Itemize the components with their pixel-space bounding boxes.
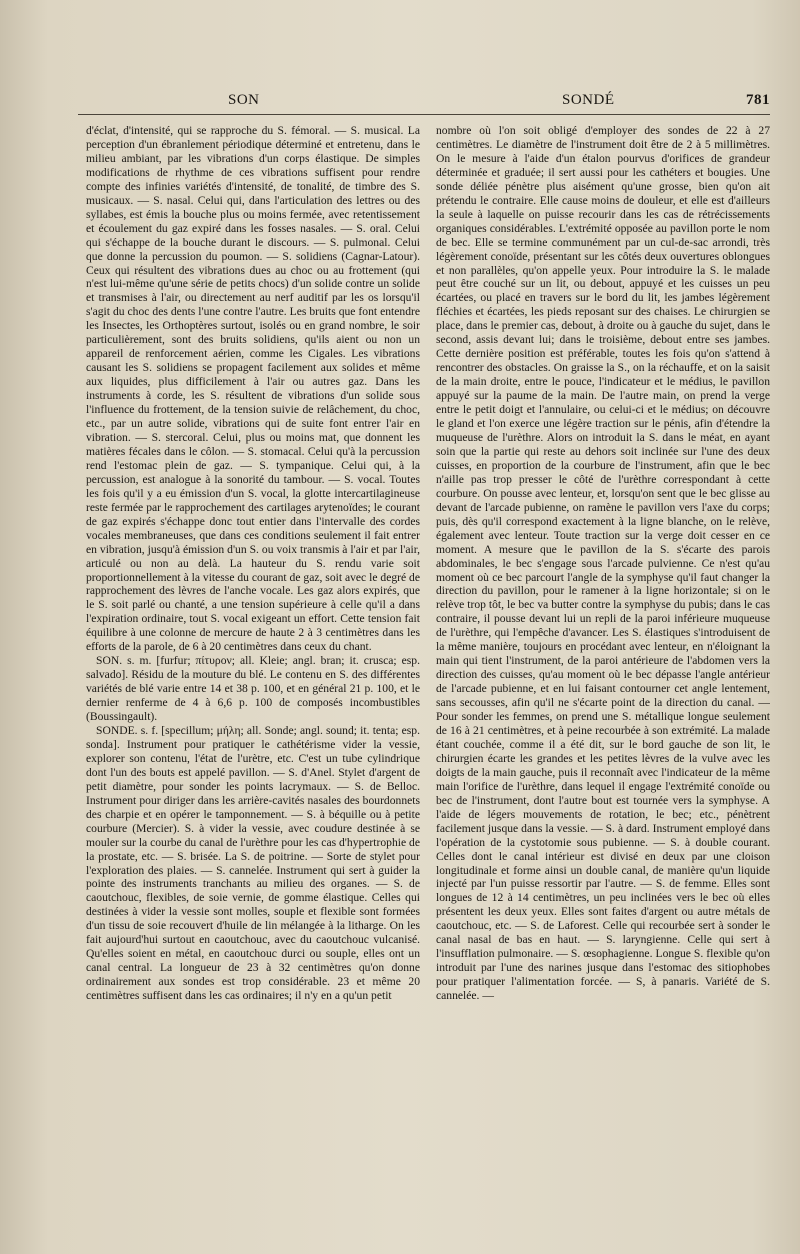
header-right-word: SONDÉ — [562, 92, 615, 108]
right-column — [436, 124, 770, 1234]
header-left-word: SON — [228, 92, 260, 108]
paragraph-sonde-continued: nombre où l'on soit obligé d'employer des sondes de 22 à 27 centimètres. Le diamètre de l'instrument doit être de 2 à 5 millimètres. On le mesure à l'aide d'un étalon pourvus d'orifices de grandeur déterminée et graduée; il sert aussi pour les cathéters et bougies. Une sonde déliée pénètre plus aisément qu'une grosse, bien qu'on ait prétendu le contraire. Elle cause moins de douleur, et elle est d'ailleurs la seule à laquelle on puisse recourir dans les cas de rétrécissements organiques considérables. L'extrémité opposée au pavillon porte le nom de bec. Elle se termine communément par un cul-de-sac arrondi, très légèrement conoïde, présentant sur les côtés deux ouvertures oblongues et non parallèles, qu'on appelle yeux. Pour introduire la S. le malade peut être couché sur un lit, ou debout, appuyé et les cuisses un peu écartées, ou placé en travers sur le bord du lit, les jambes légèrement fléchies et écartées, les pieds reposant sur des chaises. Le chirurgien se place, dans le premier cas, debout, à droite ou à gauche du sujet, dans le second, assis devant lui; dans le troisième, debout entre ses jambes. Cette dernière position est préférable, toutes les fois qu'on s'attend à rencontrer des obstacles. On graisse la S., on la réchauffe, et on la saisit de la main droite, entre le pouce, l'indicateur et le médius, le pavillon appuyé sur la paume de la main. De l'autre main, on prend la verge entre le petit doigt et l'annulaire, ou celui-ci et le médius; on découvre le gland et l'on exerce une légère traction sur le pénis, afin d'étendre la muqueuse de l'urèthre. Alors on introduit la S. dans le méat, en ayant soin que la partie qui reste au dehors soit inclinée sur l'une des deux cuisses, en proportion de la courbure de l'instrument, afin que le bec n'aille pas trop presser le côté de l'urèthre correspondant à cette courbure. On pousse avec lenteur, et, lorsqu'on sent que le bec glisse au devant de l'arcade pubienne, on ramène le pavillon vers l'axe du corps; puis, dès qu'il correspond exactement à la ligne blanche, on le relève, également avec lenteur. Toute traction sur la verge doit cesser en ce moment. A mesure que le pavillon de la S. s'écarte des parois abdominales, le bec s'engage sous l'arcade pulvienne. Ce n'est qu'au moment où ce bec parcourt l'angle de la symphyse qu'il faut changer la direction du pavillon, pour le ramener à la ligne horizontale; si on le relève trop tôt, le bec va butter contre la symphyse du pubis; dans le cas contraire, il pousse devant lui un repli de la paroi inférieure muqueuse de l'urèthre, qui l'empêche d'avancer. Les S. élastiques s'introduisent de la même manière, toujours en procédant avec lenteur, en n'éloignant la main qui tient l'instrument, de la paroi antérieure de l'abdomen vers la direction des cuisses, qu'au moment où le bec dépasse l'angle antérieur de l'arcade pubienne, et en lui faisant contourner cet angle lentement, sans secousses, afin qu'il ne s'écarte point de la direction du canal. — Pour sonder les femmes, on prend une S. métallique longue seulement de 16 à 21 centimètres, et à peine recourbée à son extrémité. La malade étant couchée, comme il a été dit, sur le bord gauche de son lit, le chirurgien écarte les grandes et les petites lèvres de la vulve avec les doigts de la main gauche, puis il reconnaît avec l'indicateur de la même main l'orifice de l'urèthre, dans lequel il engage l'extrémité conoïde ou bec de l'instrument, dont l'autre bout est tournée vers la symphyse. A l'aide de légers mouvements de rotation, le bec; etc., pénètrent facilement jusque dans la vessie. — S. à dard. Instrument employé dans l'opération de la cystotomie sous pubienne. — S. à double courant. Celles dont le canal intérieur est divisé en deux par une cloison longitudinale et forme ainsi un double canal, de manière qu'un liquide injecté par l'un puisse ressortir par l'autre. — S. de femme. Elles sont longues de 12 à 14 centimètres, un peu inclinées vers le bec où elles présentent les deux yeux. Elles sont faites d'argent ou autre métals de caoutchouc, etc. — S. de Laforest. Celle qui recourbée sert à sonder le canal nasal de bas en haut. — S. laryngienne. Celle qui sert à l'insufflation pulmonaire. — S. œsophagienne. Longue S. flexible qu'on introduit par l'une des narines jusque dans l'estomac des sitiophobes pour pratiquer l'alimentation forcée. — S, à panaris. Variété de S. cannelée. — — [436, 124, 770, 1003]
running-header — [78, 92, 770, 116]
page-number: 781 — [746, 92, 770, 108]
paragraph-son-bran: SON. s. m. [furfur; πίτυρον; all. Kleie; angl. bran; it. crusca; esp. salvado]. Résidu de la mouture du blé. Le contenu en S. des différentes variétés de blé varie entre 14 et 38 p. 100, et en général 21 p. 100, et le dernier renferme de 4 à 6,6 p. 100 de composés incombustibles (Boussingault). — [86, 654, 420, 724]
header-rule — [78, 114, 770, 115]
paragraph-son-continued: d'éclat, d'intensité, qui se rapproche du S. fémoral. — S. musical. La perception d'un ébranlement périodique déterminé et entretenu, dans le milieu ambiant, par les vibrations d'un corps élastique. De simples modifications de rhythme de ces vibrations suffisent pour rendre compte des infinies variétés d'intensité, de tonalité, de timbre des S. musicaux. — S. nasal. Celui qui, dans l'articulation des lettres ou des syllabes, est émis la bouche plus ou moins fermée, avec retentissement et écoulement du gaz expiré dans les fosses nasales. — S. oral. Celui qui s'échappe de la bouche durant le discours. — S. pulmonal. Celui que donne la percussion du poumon. — S. solidiens (Cagnar-Latour). Ceux qui résultent des vibrations dues au choc ou au frottement (qui n'est lui-même qu'une série de petits chocs) d'un solide contre un solide et transmises à l'air, ou directement au nerf auditif par les os lorsqu'il s'agit du choc des dents l'une contre l'autre. Les bruits que font entendre les Insectes, les Orthoptères surtout, isolés ou en grand nombre, le soir particulièrement, sont des bruits solidiens, qu'ils aient ou non un appareil de renforcement aérien, comme les Cigales. Les vibrations causant les S. solidiens se propagent facilement aux solides et même aux liquides, plus difficilement à l'air ou autres gaz. Dans les instruments à corde, les S. résultent de vibrations d'un solide sous l'influence du frottement, de la tension suivie de relâchement, du choc, etc., par un autre solide, vibrations qui de suite font entrer l'air en vibration. — S. stercoral. Celui, plus ou moins mat, que donnent les matières fécales dans le côlon. — S. stomacal. Celui qu'à la percussion rend l'estomac plein de gaz. — S. tympanique. Celui qui, à la percussion, est analogue à la sonorité du tambour. — S. vocal. Toutes les fois qu'il y a eu émission d'un S. vocal, la glotte intercartilagineuse reste fermée par le rapprochement des cartilages arytenoïdes; le courant de gaz expirés s'échappe donc tout entier dans l'intervalle des cordes vocales membraneuses, que dans ces conditions seulement il fait entrer en vibration, jusqu'à émission d'un S. ou voix transmis à l'air et par l'air, articulé ou non au delà. La hauteur du S. rendu varie soit proportionnellement à la vitesse du courant de gaz, soit avec le degré de rapprochement des lèvres de l'anche vocale. Les gaz alors expirés, que le S. soit parlé ou chanté, a une tension supérieure à celle qu'il a dans l'expiration ordinaire, tout S. vocal exigeant un effort. Cette tension fait équilibre à une colonne de mercure de haute 2 à 3 centimètres dans les efforts de la parole, de 6 à 20 centimètres dans ceux du chant. — [86, 124, 420, 654]
left-column — [86, 124, 420, 1234]
paragraph-sonde: SONDE. s. f. [specillum; μήλη; all. Sonde; angl. sound; it. tenta; esp. sonda]. Instrument pour pratiquer le cathétérisme vider la vessie, explorer son contenu, l'état de l'urètre, etc. C'est un tube cylindrique dont l'un des bouts est appelé pavillon. — S. d'Anel. Stylet d'argent de petit diamètre, pour sonder les points lacrymaux. — S. de Belloc. Instrument pour diriger dans les arrière-cavités nasales des bourdonnets des charpie et en opérer le tamponnement. — S. à béquille ou à petite courbure (Mercier). S. à vider la vessie, avec coudure destinée à se mouler sur la courbe du canal de l'urèthre pour les cas d'hypertrophie de la prostate, etc. — S. brisée. La S. de poitrine. — Sorte de stylet pour l'exploration des plaies. — S. cannelée. Instrument qui sert à guider la pointe des instruments tranchants au milieu des organes. — S. de caoutchouc, flexibles, de soie vernie, de gomme élastique. Celles qui destinées à vider la vessie sont molles, souple et flexible sont formées d'un tissu de soie recouvert d'huile de lin mélangée à la litharge. On les fait aujourd'hui surtout en caoutchouc, avec du caoutchouc vulcanisé. Qu'elles soient en métal, en caoutchouc durci ou souple, elles ont un canal central. La longueur de 23 à 32 centimètres qu'on donne ordinairement aux sondes est trop considérable. 23 et même 20 centimètres suffisent dans les cas ordinaires; il n'y en a qu'un petit — [86, 723, 420, 1003]
